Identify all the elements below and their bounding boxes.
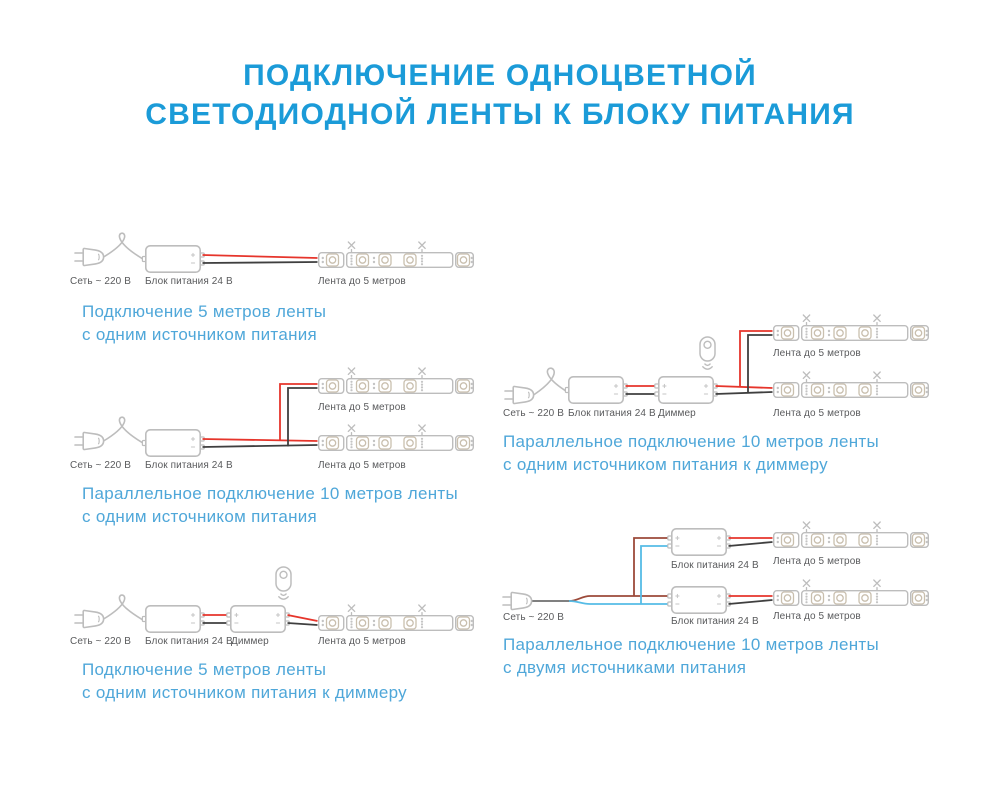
wire-positive-red	[716, 386, 773, 388]
wire-negative-black	[203, 262, 318, 263]
label-mains-220v: Сеть ~ 220 В	[503, 612, 564, 623]
plug-icon	[75, 610, 104, 627]
wire-negative-black	[288, 623, 318, 625]
caption-line-2: с двумя источниками питания	[503, 658, 747, 677]
page-title-line-1: ПОДКЛЮЧЕНИЕ ОДНОЦВЕТНОЙ	[243, 59, 757, 92]
label-led-strip: Лента до 5 метров	[773, 556, 861, 567]
label-power-supply: Блок питания 24 В	[671, 616, 759, 627]
led-strip-icon	[774, 533, 929, 548]
cut-mark-icon	[348, 242, 354, 252]
label-mains-220v: Сеть ~ 220 В	[70, 636, 131, 647]
wire-negative-black	[203, 445, 318, 447]
diagram-parallel-10m-one-psu-drawing	[60, 360, 480, 470]
wire-positive-red	[203, 439, 318, 441]
led-strip-icon	[774, 326, 929, 341]
cut-mark-icon	[419, 242, 425, 252]
caption-line-1: Подключение 5 метров ленты	[82, 660, 327, 679]
label-led-strip: Лента до 5 метров	[318, 402, 406, 413]
label-power-supply: Блок питания 24 В	[145, 460, 233, 471]
caption-line-2: с одним источником питания	[82, 325, 318, 344]
caption-line-2: с одним источником питания к диммеру	[82, 683, 407, 702]
wire-positive-red	[288, 615, 318, 621]
caption-line-2: с одним источником питания к диммеру	[503, 455, 828, 474]
label-led-strip: Лента до 5 метров	[318, 460, 406, 471]
power-supply-icon	[668, 529, 730, 555]
wire-negative-black	[729, 542, 773, 546]
caption-line-1: Подключение 5 метров ленты	[82, 302, 327, 321]
cut-mark-icon	[874, 372, 880, 382]
power-cable	[104, 233, 143, 259]
diagram-parallel-10m-two-psu-caption	[503, 633, 879, 679]
plug-icon	[505, 386, 534, 403]
cut-mark-icon	[803, 315, 809, 325]
label-led-strip: Лента до 5 метров	[318, 636, 406, 647]
remote-icon	[276, 567, 291, 599]
cut-mark-icon	[348, 368, 354, 378]
led-strip-icon	[774, 591, 929, 606]
label-led-strip: Лента до 5 метров	[773, 611, 861, 622]
power-supply-icon	[142, 246, 204, 272]
diagram-parallel-10m-dimmer-caption	[503, 430, 879, 476]
led-strip-icon	[319, 436, 474, 451]
label-led-strip: Лента до 5 метров	[773, 348, 861, 359]
cut-mark-icon	[348, 605, 354, 615]
label-dimmer: Диммер	[231, 636, 269, 647]
remote-icon	[700, 337, 715, 369]
diagram-parallel-10m-one-psu-caption	[82, 482, 458, 528]
wire-positive-red	[203, 255, 318, 258]
diagram-single-5m-caption	[82, 300, 326, 346]
label-power-supply: Блок питания 24 В	[145, 276, 233, 287]
caption-line-1: Параллельное подключение 10 метров ленты	[82, 484, 459, 503]
cut-mark-icon	[419, 425, 425, 435]
cut-mark-icon	[419, 605, 425, 615]
power-supply-icon	[668, 587, 730, 613]
wire-positive-red-branch	[280, 384, 318, 440]
caption-line-1: Параллельное подключение 10 метров ленты	[503, 432, 880, 451]
plug-icon	[503, 592, 532, 609]
cut-mark-icon	[874, 580, 880, 590]
wire-negative-black-branch	[748, 335, 773, 393]
dimmer-icon	[227, 606, 289, 632]
label-mains-220v: Сеть ~ 220 В	[70, 460, 131, 471]
power-cable	[534, 368, 566, 395]
label-led-strip: Лента до 5 метров	[773, 408, 861, 419]
wire-positive-red-branch	[740, 331, 773, 387]
dimmer-icon	[655, 377, 717, 403]
cut-mark-icon	[803, 372, 809, 382]
cut-mark-icon	[874, 315, 880, 325]
label-mains-220v: Сеть ~ 220 В	[503, 408, 564, 419]
label-power-supply: Блок питания 24 В	[568, 408, 656, 419]
plug-icon	[75, 248, 104, 265]
wire-brown	[569, 596, 668, 601]
page-title	[0, 56, 1000, 134]
caption-line-2: с одним источником питания	[82, 507, 318, 526]
label-mains-220v: Сеть ~ 220 В	[70, 276, 131, 287]
led-strip-icon	[319, 616, 474, 631]
plug-icon	[75, 432, 104, 449]
power-cable	[104, 595, 143, 620]
caption-line-1: Параллельное подключение 10 метров ленты	[503, 635, 880, 654]
diagram-single-5m-dimmer-caption	[82, 658, 407, 704]
led-strip-icon	[319, 379, 474, 394]
label-power-supply: Блок питания 24 В	[671, 560, 759, 571]
cut-mark-icon	[348, 425, 354, 435]
wire-negative-black-branch	[288, 388, 318, 446]
power-supply-icon	[565, 377, 627, 403]
led-strip-icon	[319, 253, 474, 268]
label-power-supply: Блок питания 24 В	[145, 636, 233, 647]
wire-negative-black	[729, 600, 773, 604]
wire-blue	[569, 601, 668, 604]
cut-mark-icon	[874, 522, 880, 532]
page-title-line-2: СВЕТОДИОДНОЙ ЛЕНТЫ К БЛОКУ ПИТАНИЯ	[145, 98, 855, 131]
cut-mark-icon	[803, 580, 809, 590]
cut-mark-icon	[803, 522, 809, 532]
power-supply-icon	[142, 606, 204, 632]
wire-negative-black	[716, 392, 773, 394]
label-dimmer: Диммер	[658, 408, 696, 419]
label-led-strip: Лента до 5 метров	[318, 276, 406, 287]
power-cable	[104, 417, 143, 443]
led-strip-icon	[774, 383, 929, 398]
diagram-parallel-10m-dimmer-drawing	[495, 310, 935, 420]
cut-mark-icon	[419, 368, 425, 378]
power-supply-icon	[142, 430, 204, 456]
